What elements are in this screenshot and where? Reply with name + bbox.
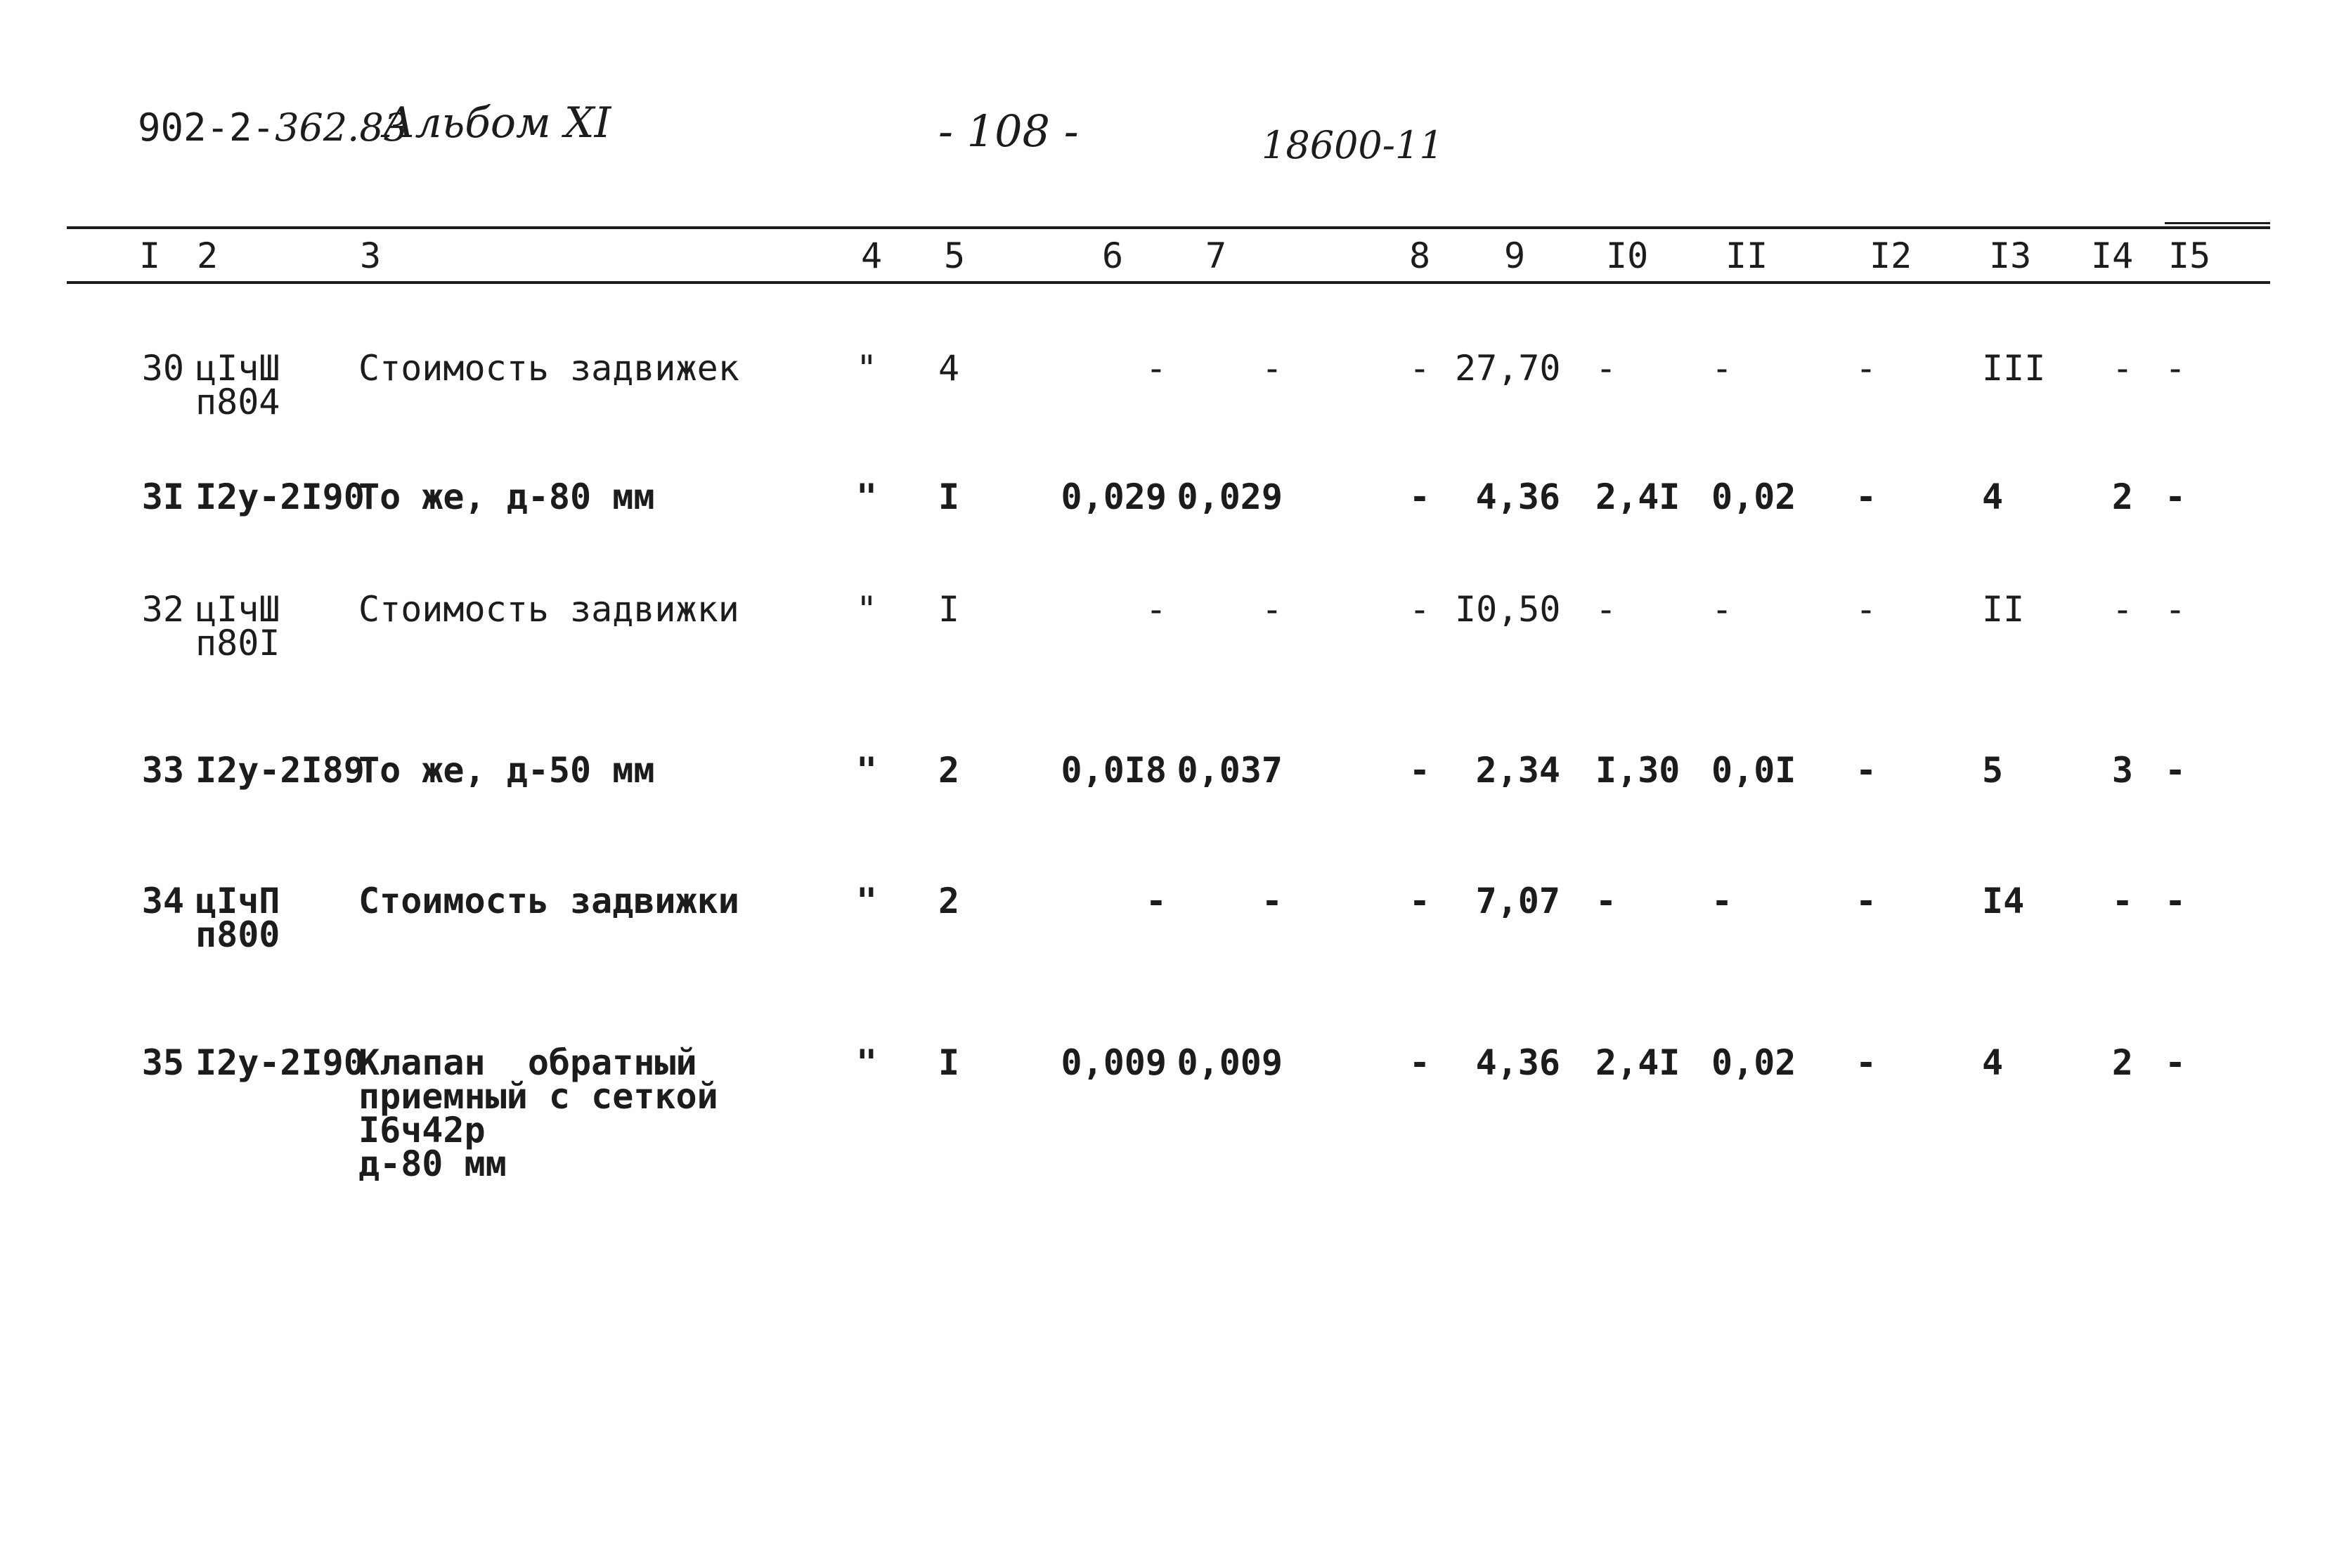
- cell-c9: 4,36: [1475, 1042, 1560, 1083]
- cell-name: Стоимость задвижки: [358, 881, 739, 921]
- cell-c10: 2,4I: [1595, 477, 1680, 517]
- cell-c7: -: [1261, 348, 1283, 389]
- cell-code: цIчП п800: [195, 881, 280, 955]
- cell-c14: -: [2111, 881, 2133, 921]
- table-top-rule-right: [2165, 222, 2270, 224]
- cell-c10: I,30: [1595, 750, 1680, 791]
- cell-c8: -: [1408, 750, 1430, 791]
- column-header: 4: [861, 235, 883, 276]
- column-header: I5: [2168, 235, 2211, 276]
- cell-c13: II: [1982, 589, 2025, 630]
- cell-c8: -: [1408, 477, 1430, 517]
- document-code: [138, 105, 408, 150]
- column-header: 7: [1205, 235, 1227, 276]
- cell-no: 30: [141, 348, 184, 389]
- cell-c6: 0,0I8: [1061, 750, 1167, 791]
- cell-c10: -: [1595, 348, 1617, 389]
- cell-c15: -: [2165, 589, 2187, 630]
- cell-c11: 0,02: [1711, 477, 1796, 517]
- cell-c11: -: [1711, 348, 1733, 389]
- cell-no: 34: [141, 881, 184, 921]
- cell-c7: 0,009: [1177, 1042, 1283, 1083]
- cell-code: I2у-2I90: [195, 477, 365, 517]
- cell-c9: I0,50: [1455, 589, 1561, 630]
- cell-c14: 2: [2111, 477, 2133, 517]
- cell-c5: I: [938, 477, 960, 517]
- cell-c8: -: [1408, 1042, 1430, 1083]
- cell-no: 32: [141, 589, 184, 630]
- cell-c14: 2: [2111, 1042, 2133, 1083]
- cell-c5: 4: [938, 348, 960, 389]
- column-header: 6: [1102, 235, 1124, 276]
- cell-c14: -: [2111, 348, 2133, 389]
- cell-c10: 2,4I: [1595, 1042, 1680, 1083]
- cell-c8: -: [1408, 589, 1430, 630]
- cell-c13: 4: [1982, 1042, 2004, 1083]
- cell-c9: 27,70: [1455, 348, 1561, 389]
- cell-c4: ": [856, 1042, 878, 1083]
- cell-code: цIчШ п80I: [195, 589, 280, 663]
- cell-c7: -: [1261, 589, 1283, 630]
- cell-c7: 0,037: [1177, 750, 1283, 791]
- cell-c12: -: [1855, 750, 1877, 791]
- cell-c6: 0,029: [1061, 477, 1167, 517]
- table-header-rule: [67, 281, 2270, 284]
- cell-c4: ": [856, 348, 878, 389]
- cell-c6: -: [1145, 589, 1167, 630]
- cell-c7: 0,029: [1177, 477, 1283, 517]
- cell-name: То же, д-80 мм: [358, 477, 655, 517]
- cell-c15: -: [2165, 750, 2187, 791]
- column-header: I0: [1606, 235, 1649, 276]
- cell-c10: -: [1595, 589, 1617, 630]
- column-header: 2: [197, 235, 219, 276]
- column-header: I2: [1870, 235, 1912, 276]
- cell-c13: 4: [1982, 477, 2004, 517]
- cell-c8: -: [1408, 348, 1430, 389]
- cell-c12: -: [1855, 348, 1877, 389]
- cell-c15: -: [2165, 881, 2187, 921]
- cell-c12: -: [1855, 477, 1877, 517]
- cell-name: Стоимость задвижек: [358, 348, 739, 389]
- cell-c15: -: [2165, 477, 2187, 517]
- cell-c11: -: [1711, 589, 1733, 630]
- column-header: I3: [1989, 235, 2032, 276]
- cell-c4: ": [856, 750, 878, 791]
- cell-c15: -: [2165, 1042, 2187, 1083]
- cell-c13: III: [1982, 348, 2046, 389]
- cell-c13: I4: [1982, 881, 2025, 921]
- cell-c6: -: [1145, 348, 1167, 389]
- page-number: - 108 -: [938, 105, 1079, 157]
- column-header: 3: [360, 235, 382, 276]
- table-top-rule: [67, 226, 2270, 229]
- cell-c4: ": [856, 477, 878, 517]
- cell-c4: ": [856, 881, 878, 921]
- cell-c12: -: [1855, 1042, 1877, 1083]
- cell-code: I2у-2I90: [195, 1042, 365, 1083]
- cell-c12: -: [1855, 589, 1877, 630]
- cell-c9: 4,36: [1475, 477, 1560, 517]
- cell-name: То же, д-50 мм: [358, 750, 655, 791]
- cell-c11: 0,0I: [1711, 750, 1796, 791]
- cell-c10: -: [1595, 881, 1617, 921]
- cell-no: 3I: [141, 477, 184, 517]
- document-code-handwritten: 362.83: [275, 105, 408, 150]
- cell-c7: -: [1261, 881, 1283, 921]
- cell-c8: -: [1408, 881, 1430, 921]
- cell-c11: 0,02: [1711, 1042, 1796, 1083]
- archive-number: 18600-11: [1262, 123, 1444, 167]
- cell-code: I2у-2I89: [195, 750, 365, 791]
- cell-c15: -: [2165, 348, 2187, 389]
- cell-c5: I: [938, 589, 960, 630]
- cell-c6: -: [1145, 881, 1167, 921]
- cell-c5: 2: [938, 881, 960, 921]
- column-header: II: [1725, 235, 1768, 276]
- column-header: 9: [1504, 235, 1526, 276]
- cell-c14: 3: [2111, 750, 2133, 791]
- cell-c5: I: [938, 1042, 960, 1083]
- cell-code: цIчШ п804: [195, 348, 280, 422]
- cell-name: Клапан обратный приемный с сеткой I6ч42р д-80 мм: [358, 1042, 718, 1184]
- cell-c6: 0,009: [1061, 1042, 1167, 1083]
- album-label: Альбом XI: [383, 98, 611, 148]
- column-header: 5: [944, 235, 966, 276]
- cell-c11: -: [1711, 881, 1733, 921]
- cell-c9: 2,34: [1475, 750, 1560, 791]
- column-header: 8: [1409, 235, 1431, 276]
- cell-no: 33: [141, 750, 184, 791]
- cell-no: 35: [141, 1042, 184, 1083]
- cell-c14: -: [2111, 589, 2133, 630]
- document-code-typed: 902-2-: [138, 105, 276, 150]
- column-header: I4: [2091, 235, 2134, 276]
- cell-name: Стоимость задвижки: [358, 589, 739, 630]
- column-header: I: [139, 235, 161, 276]
- cell-c5: 2: [938, 750, 960, 791]
- cell-c12: -: [1855, 881, 1877, 921]
- cell-c4: ": [856, 589, 878, 630]
- cell-c9: 7,07: [1475, 881, 1560, 921]
- cell-c13: 5: [1982, 750, 2004, 791]
